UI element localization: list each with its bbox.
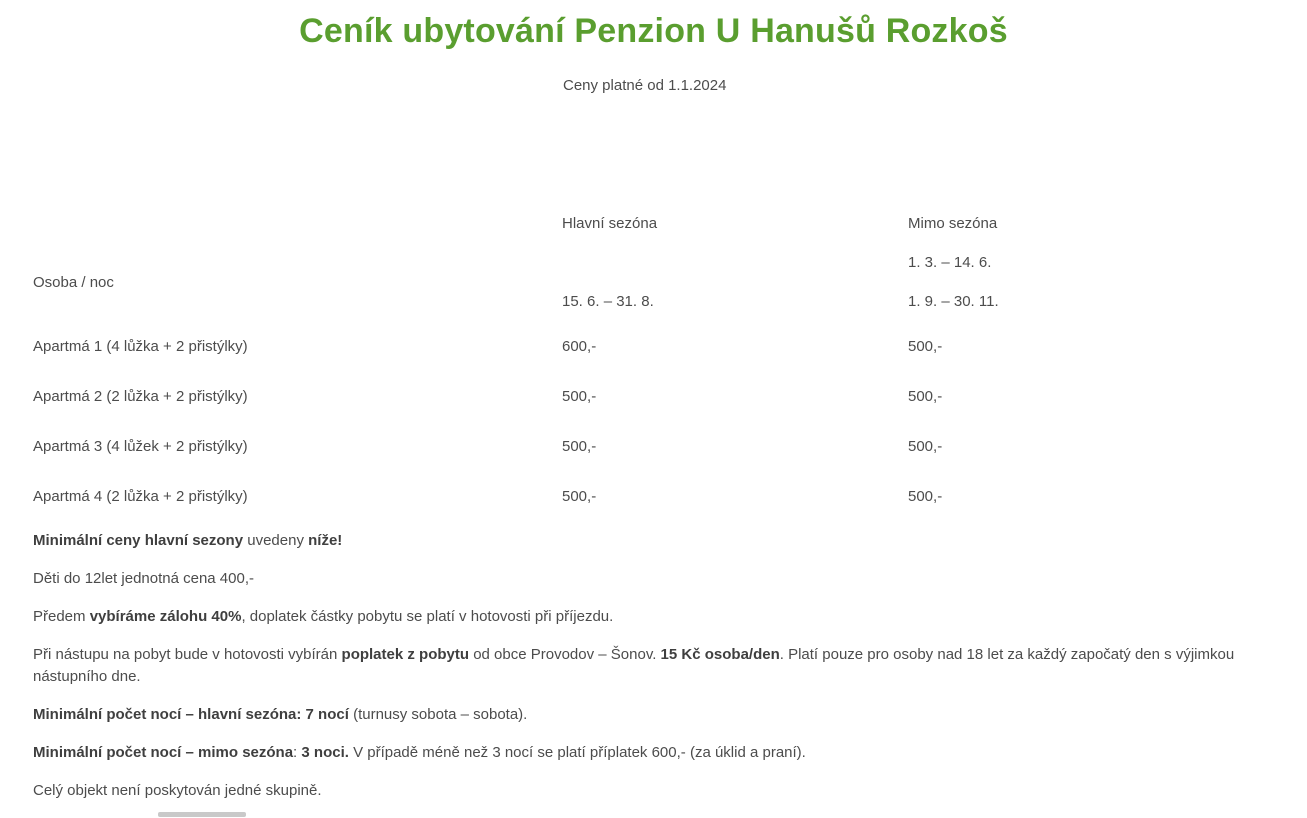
- note-text: Předem: [33, 608, 90, 625]
- price-table: [33, 204, 1274, 521]
- note-bold: poplatek z pobytu: [341, 646, 470, 663]
- note-whole-object: Celý objekt není poskytován jedné skupině.: [33, 782, 322, 799]
- note-text: , doplatek částky pobytu se platí v hotovosti při příjezdu.: [241, 608, 614, 625]
- note-bold: Minimální počet nocí – mimo sezóna: [33, 744, 294, 761]
- note-text: od obce Provodov – Šonov.: [469, 646, 661, 663]
- header-empty-cell: [33, 204, 562, 243]
- apartment-price-main: 600,-: [562, 337, 597, 355]
- table-row: [33, 471, 1274, 521]
- apartment-price-off: 500,-: [908, 337, 943, 355]
- note-bold: Minimální ceny hlavní sezony: [33, 532, 244, 549]
- table-row: [33, 371, 1274, 421]
- off-season-dates-1: 1. 3. – 14. 6.: [908, 254, 992, 271]
- table-header-row-dates-1: [33, 243, 1274, 282]
- apartment-name: Apartmá 3 (4 lůžek + 2 přistýlky): [33, 437, 248, 455]
- apartment-name: Apartmá 4 (2 lůžka + 2 přistýlky): [33, 487, 248, 505]
- note-text: . Platí pouze pro osoby nad 18 let za každý započatý den s výjimkou nástupního dne.: [33, 646, 1235, 685]
- note-bold: vybíráme zálohu 40%: [89, 608, 242, 625]
- table-row: [33, 321, 1274, 371]
- note-city-tax: [33, 644, 1278, 688]
- price-table-wrapper: [33, 204, 1274, 521]
- note-min-nights-off: [33, 742, 1278, 764]
- note-bold: 3 noci.: [301, 744, 349, 761]
- apartment-name: Apartmá 2 (2 lůžka + 2 přistýlky): [33, 387, 248, 405]
- validity-subtitle: Ceny platné od 1.1.2024: [563, 77, 727, 94]
- note-minimum-main-season-prices: [33, 530, 1278, 552]
- apartment-price-off: 500,-: [908, 387, 943, 405]
- note-text: (turnusy sobota – sobota).: [348, 706, 528, 723]
- horizontal-scrollbar[interactable]: [158, 812, 246, 817]
- note-bold: 15 Kč osoba/den: [660, 646, 780, 663]
- apartment-price-off: 500,-: [908, 487, 943, 505]
- note-text: uvedeny: [243, 532, 309, 549]
- apartment-price-main: 500,-: [562, 387, 597, 405]
- apartment-price-main: 500,-: [562, 437, 597, 455]
- main-season-dates: 15. 6. – 31. 8.: [562, 293, 654, 310]
- header-off-season: Mimo sezóna: [908, 215, 998, 232]
- apartment-name: Apartmá 1 (4 lůžka + 2 přistýlky): [33, 337, 248, 355]
- note-bold: Minimální počet nocí – hlavní sezóna: 7 nocí: [33, 706, 349, 723]
- note-bold: níže!: [308, 532, 343, 549]
- note-text: Při nástupu na pobyt bude v hotovosti vybírán: [33, 646, 342, 663]
- notes-section: [33, 530, 1278, 818]
- note-min-nights-main: [33, 704, 1278, 726]
- off-season-dates-2: 1. 9. – 30. 11.: [908, 293, 999, 310]
- header-main-season: Hlavní sezóna: [562, 215, 658, 232]
- note-text: :: [293, 744, 302, 761]
- apartment-price-main: 500,-: [562, 487, 597, 505]
- row-label-person-night: Osoba / noc: [33, 273, 114, 291]
- note-children-price: Děti do 12let jednotná cena 400,-: [33, 570, 254, 587]
- note-deposit: [33, 606, 1278, 628]
- apartment-price-off: 500,-: [908, 437, 943, 455]
- main-season-empty: [562, 243, 908, 282]
- table-header-row-seasons: [33, 204, 1274, 243]
- page-title: Ceník ubytování Penzion U Hanušů Rozkoš: [299, 12, 1008, 50]
- note-text: V případě méně než 3 nocí se platí příplatek 600,- (za úklid a praní).: [348, 744, 806, 761]
- table-row: [33, 421, 1274, 471]
